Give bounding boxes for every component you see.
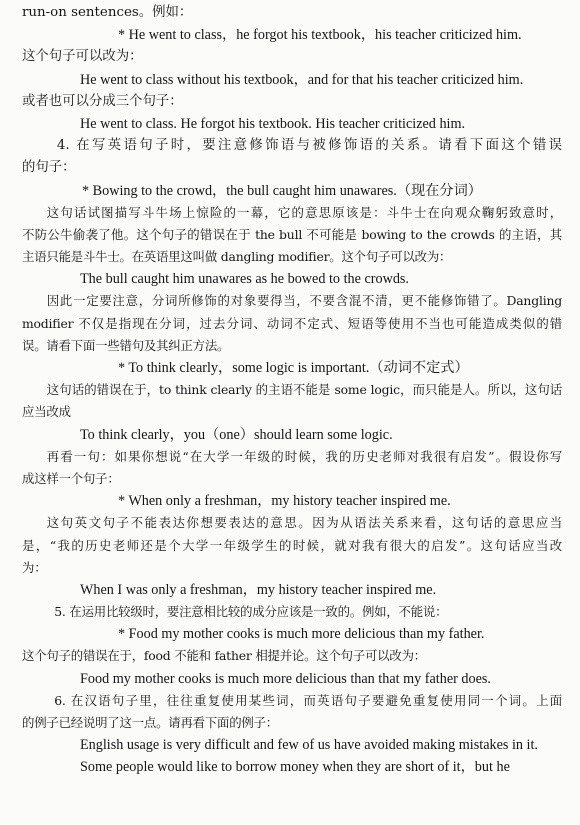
text-line: 或者也可以分成三个句子： [22,93,183,109]
example-sentence: Some people would like to borrow money when they are short of it，but he [80,759,510,776]
paragraph-line: 为： [22,559,47,575]
numbered-point-4: 4. 在写英语句子时，要注意修饰语与被修饰语的关系。请看下面这个错误 [56,138,562,154]
paragraph-line: 这句英文句子不能表达你想要表达的意思。因为从语法关系来看，这句话的意思应当 [46,515,562,531]
paragraph-line: 再看一句：如果你想说“在大学一年级的时候，我的历史老师对我很有启发”。假设你写 [46,448,562,464]
numbered-point-5: 5. 在运用比较级时，要注意相比较的成分应该是一致的。例如，不能说： [54,604,448,620]
paragraph-line: 成这样一个句子： [22,470,120,486]
example-sentence: English usage is very difficult and few of us have avoided making mistakes in it. [80,737,538,754]
example-sentence: To think clearly，you（one）should learn some logic. [80,426,393,443]
paragraph-line: 的例子已经说明了这一点。请再看下面的例子： [22,715,279,730]
example-sentence: He went to class without his textbook，and for that his teacher criticized him. [80,71,524,88]
paragraph-line: 这句话的错误在于，to think clearly 的主语不能是 some logic，而只能是人。所以，这句话 [46,382,562,398]
example-sentence-wrong: * Bowing to the crowd，the bull caught him unawares.（现在分词） [82,182,482,199]
numbered-point-6: 6. 在汉语句子里，往往重复使用某些词，而英语句子要避免重复使用同一个词。上面 [54,692,562,708]
paragraph-line: 这个句子的错误在于，food 不能和 father 相提并论。这个句子可以改为： [22,648,426,664]
paragraph-line: modifier 不仅是指现在分词，过去分词、动词不定式、短语等使用不当也可能造成类似的错 [22,315,562,331]
example-sentence: The bull caught him unawares as he bowed to the crowds. [80,271,409,288]
paragraph-line: 因此一定要注意，分词所修饰的对象要得当，不要含混不清，更不能修饰错了。Dangling [46,293,562,309]
text-line: 这个句子可以改为： [22,49,143,65]
paragraph-line: 主语只能是斗牛士。在英语里这叫做 dangling modifier。这个句子可以改为： [22,249,452,265]
paragraph-line: 应当改成 [22,404,71,420]
paragraph-line: 这句话试图描写斗牛场上惊险的一幕，它的意思原该是：斗牛士在向观众鞠躬致意时， [46,204,562,220]
text-line: run-on sentences。例如： [22,5,193,20]
example-sentence: When I was only a freshman，my history teacher inspired me. [80,581,437,598]
paragraph-line: 不防公牛偷袭了他。这个句子的错误在于 the bull 不可能是 bowing to the crowds 的主语，其 [22,226,562,242]
example-sentence: Food my mother cooks is much more delicious than that my father does. [80,670,491,687]
example-sentence-wrong: * When only a freshman，my history teacher inspired me. [118,493,451,510]
paragraph-line: 是，“我的历史老师还是个大学一年级学生的时候，就对我有很大的启发”。这句话应当改 [22,537,562,553]
example-sentence-wrong: * He went to class，he forgot his textbook，his teacher criticized him. [118,27,522,44]
text-line: 的句子： [22,160,76,176]
example-sentence-wrong: * To think clearly，some logic is important.（动词不定式） [118,360,469,376]
paragraph-line: 误。请看下面一些错句及其纠正方法。 [22,337,230,353]
example-sentence-wrong: * Food my mother cooks is much more delicious than my father. [118,626,485,643]
example-sentence: He went to class. He forgot his textbook. His teacher criticized him. [80,115,466,132]
